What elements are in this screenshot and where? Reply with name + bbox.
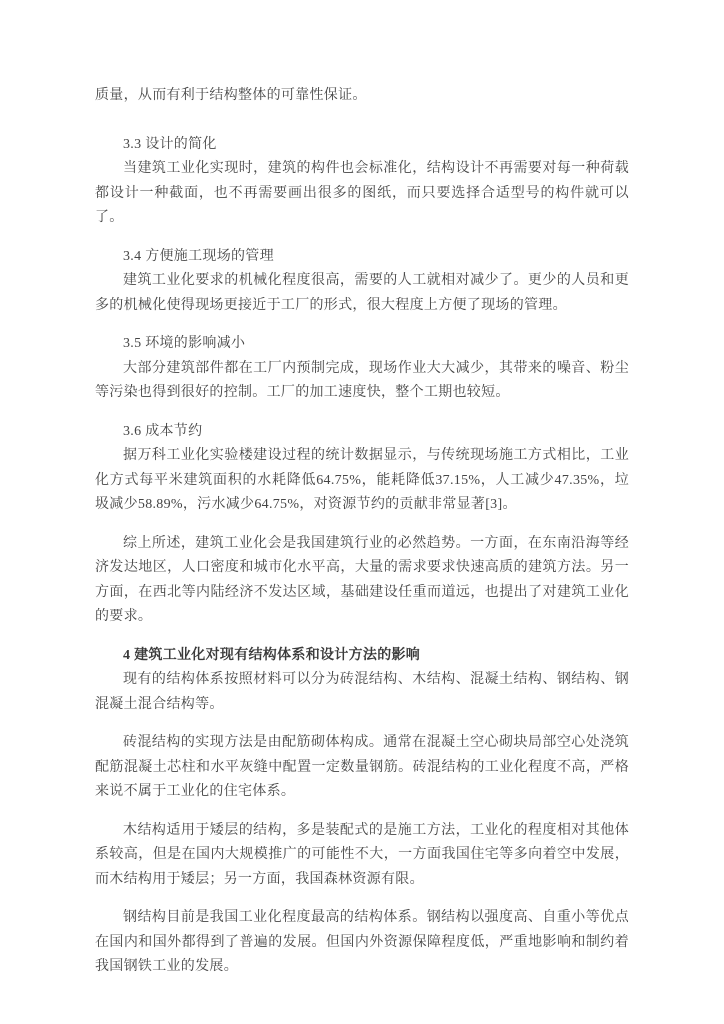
paragraph-timber-structure: 木结构适用于矮层的结构，多是装配式的是施工方法，工业化的程度相对其他体系较高，但是在国内大规模推广的可能性不大，一方面我国住宅等多向着空中发展，而木结构用于矮层；另一方面，我国森林资源有限。 xyxy=(95,822,629,887)
paragraph-3-5-environment: 大部分建筑部件都在工厂内预制完成，现场作业大大减少，其带来的噪音、粉尘等污染也得到很好的控制。工厂的加工速度快，整个工期也较短。 xyxy=(95,360,629,400)
paragraph-3-3-design: 当建筑工业化实现时，建筑的构件也会标准化，结构设计不再需要对每一种荷载都设计一种截面，也不再需要画出很多的图纸，而只要选择合适型号的构件就可以了。 xyxy=(95,161,629,225)
paragraph-steel-structure: 钢结构目前是我国工业化程度最高的结构体系。钢结构以强度高、自重小等优点在国内和国外都得到了普遍的发展。但国内外资源保障程度低，严重地影响和制约着我国钢铁工业的发展。 xyxy=(95,910,629,974)
paragraph-3-6-cost-saving: 据万科工业化实验楼建设过程的统计数据显示，与传统现场施工方式相比，工业化方式每平米建筑面积的水耗降低64.75%，能耗降低37.15%，人工减少47.35%，垃圾减少58.89%，污水减少64.75%，对资源节约的贡献非常显著[3]。 xyxy=(95,448,629,512)
heading-3-5: 3.5 环境的影响减小 xyxy=(123,336,246,351)
heading-4: 4 建筑工业化对现有结构体系和设计方法的影响 xyxy=(123,647,421,663)
heading-3-4: 3.4 方便施工现场的管理 xyxy=(123,248,274,264)
heading-3-6: 3.6 成本节约 xyxy=(123,423,203,439)
paragraph-3-4-site-management: 建筑工业化要求的机械化程度很高，需要的人工就相对减少了。更少的人员和更多的机械化使得现场更接近于工厂的形式，很大程度上方便了现场的管理。 xyxy=(95,273,629,313)
paragraph-structure-systems: 现有的结构体系按照材料可以分为砖混结构、木结构、混凝土结构、钢结构、钢混凝土混合结构等。 xyxy=(95,672,629,712)
paragraph-masonry-structure: 砖混结构的实现方法是由配筋砌体构成。通常在混凝土空心砌块局部空心处浇筑配筋混凝土芯柱和水平灰缝中配置一定数量钢筋。砖混结构的工业化程度不高，严格来说不属于工业化的住宅体系。 xyxy=(95,735,629,799)
paragraph-reliability-conclusion: 质量，从而有利于结构整体的可靠性保证。 xyxy=(95,88,367,103)
paragraph-summary: 综上所述，建筑工业化会是我国建筑行业的必然趋势。一方面，在东南沿海等经济发达地区，人口密度和城市化水平高，大量的需求要求快速高质的建筑方法。另一方面，在西北等内陆经济不发达区域，基础建设任重而道远，也提出了对建筑工业化的要求。 xyxy=(95,535,629,624)
heading-3-3: 3.3 设计的简化 xyxy=(123,136,217,152)
